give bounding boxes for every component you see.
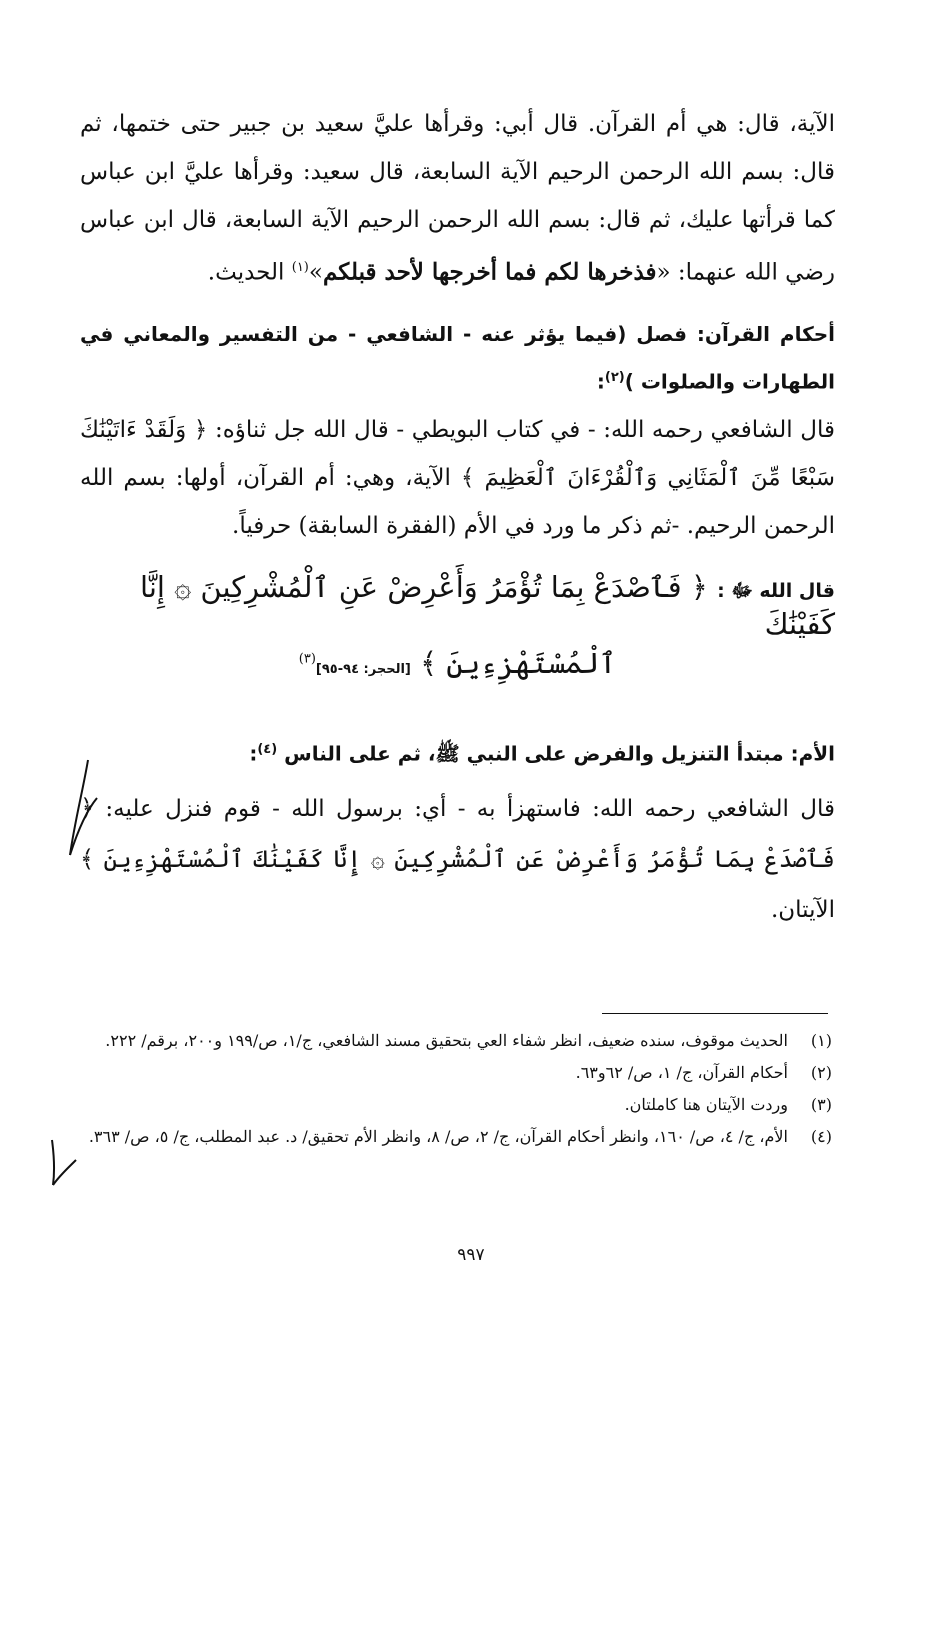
section-heading-2-end: : [249, 741, 258, 766]
passage-intro-text-b: » [308, 259, 323, 286]
footnote-text: وردت الآيتان هنا كاملتان. [624, 1095, 788, 1114]
pen-check-mark-icon [45, 750, 165, 1650]
passage-shafii-2-text: قال الشافعي رحمه الله: فاستهزأ به - أي: برسول الله - قوم فنزل عليه: [105, 796, 835, 822]
page-number: ٩٩٧ [457, 1245, 485, 1265]
passage-intro-text-a: الآية، قال: هي أم القرآن. قال أبي: وقرأها عليَّ سعيد بن جبير حتى ختمها، ثم قال: بسم الله الرحمن الرحيم الآية السابعة، قال سعيد: وقرأها عليَّ ابن عباس كما قرأتها عليك، ثم قال: بسم الله الرحمن الرحيم الآية السابعة، قال ابن عباس رضي الله عنهما: « [80, 111, 835, 286]
footnote-text: أحكام القرآن، ج/ ١، ص/ ٦٢و٦٣. [575, 1063, 788, 1082]
footnote-marker-3: (٣) [298, 651, 316, 667]
section-heading-1-end: : [596, 369, 605, 394]
section-heading-1 [80, 312, 835, 404]
footnote-separator [602, 1013, 828, 1014]
passage-shafii-1: قال الشافعي رحمه الله: - في كتاب البويطي - قال الله جل ثناؤه: ﴿ وَلَقَدْ ءَاتَيْنَٰكَ سَبْعًا مِّنَ ٱلْمَثَانِي وَٱلْقُرْءَانَ ٱلْعَظِيمَ ﴾ الآية، وهي: أم القرآن، أولها: بسم الله الرحمن الرحيم. -ثم ذكر ما ورد في الأم (الفقرة السابقة) حرفياً. [80, 417, 835, 539]
verse-line-2 [80, 646, 835, 680]
footnote-item [80, 1121, 832, 1153]
section-heading-1-text: أحكام القرآن: فصل (فيما يؤثر عنه - الشافعي - من التفسير والمعاني في الطهارات والصلوات ) [80, 322, 835, 394]
footnote-item [80, 1057, 832, 1089]
footnote-item [80, 1089, 832, 1121]
footnote-marker-4: (٤) [257, 742, 278, 757]
footnote-item [80, 1025, 832, 1057]
pen-cross-mark-icon [40, 1130, 100, 1200]
footnote-number: (٤) [810, 1127, 832, 1146]
footnote-number: (٢) [810, 1063, 832, 1082]
passage-intro-quote: فذخرها لكم فما أخرجها لأحد قبلكم [322, 258, 657, 286]
section-heading-2-text: الأم: مبتدأ التنزيل والفرض على النبي ﷺ، ثم على الناس [284, 741, 835, 766]
passage-intro [80, 100, 835, 297]
passage-intro-text-c: الحديث. [207, 259, 292, 286]
verse-text-1: ﴿ فَٱصْدَعْ بِمَا تُؤْمَرُ وَأَعْرِضْ عَنِ ٱلْمُشْرِكِينَ ۞ إِنَّا كَفَيْنَٰكَ [140, 570, 835, 641]
passage-shafii-2-end: الآيتان. [770, 897, 835, 923]
footnote-number: (٣) [810, 1095, 832, 1114]
footnote-marker-2: (٢) [604, 370, 625, 385]
section-heading-2 [80, 728, 835, 776]
verse-reference: [الحجر: ٩٤-٩٥] [315, 662, 411, 677]
verse-text-2: ٱلْمُسْتَهْزِءِينَ ﴾ [420, 646, 617, 680]
footnote-text: الحديث موقوف، سنده ضعيف، انظر شفاء العي بتحقيق مسند الشافعي، ج/١، ص/١٩٩ و٢٠٠، برقم/ ٢٢٢. [105, 1031, 788, 1050]
footnote-text: الأم، ج/ ٤، ص/ ١٦٠، وانظر أحكام القرآن، ج/ ٢، ص/ ٨، وانظر الأم تحقيق/ د. عبد المطلب، ج/ ٥، ص/ ٣٦٣. [88, 1127, 788, 1146]
footnote-marker-1: (١) [291, 260, 309, 275]
footnotes-list [80, 1025, 832, 1153]
passage-shafii-2-verse: ﴿ فَٱصْدَعْ بِمَا تُؤْمَرُ وَأَعْرِضْ عَنِ ٱلْمُشْرِكِينَ ۞ إِنَّا كَفَيْنَٰكَ ٱلْمُسْتَهْزِءِينَ ﴾ [80, 794, 835, 873]
verse-line-1 [80, 570, 835, 641]
passage-shafii-2 [80, 783, 835, 935]
footnote-number: (١) [810, 1031, 832, 1050]
verse-lead: قال الله ﷻ : [717, 580, 835, 602]
